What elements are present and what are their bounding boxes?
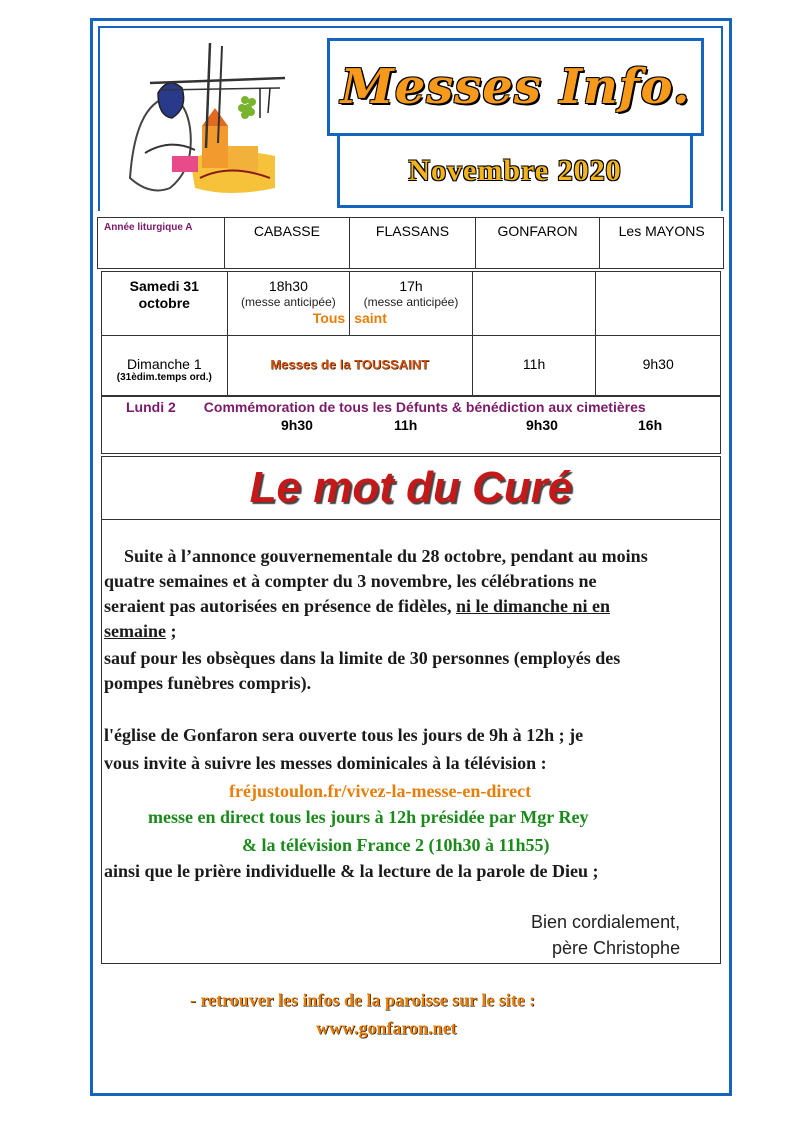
mass-time: 18h30: [268, 278, 308, 294]
message-line: quatre semaines et à compter du 3 novembre, les célébrations ne: [104, 571, 597, 591]
feast-label: saint: [354, 310, 387, 326]
month-box: [337, 136, 693, 208]
underlined-text: ni le dimanche ni en: [455, 596, 610, 616]
liturgical-year: Année liturgique A: [98, 218, 225, 268]
table-row: [102, 272, 720, 336]
day-cell: [102, 336, 228, 395]
mass-time: 11h: [473, 336, 597, 395]
day-label: Lundi 2: [126, 399, 176, 415]
month-title: Novembre 2020: [408, 153, 622, 187]
footer-text: - retrouver les infos de la paroisse sur le site :: [190, 990, 536, 1010]
event-label: Commémoration de tous les Défunts & bénédiction aux cimetières: [203, 399, 646, 415]
time-cell: [350, 272, 473, 335]
feast-label: Tous: [312, 310, 346, 326]
message-line: seraient pas autorisées en présence de fidèles, ni le dimanche ni en: [104, 596, 610, 616]
message-line: l'église de Gonfaron sera ouverte tous les jours de 9h à 12h ; je: [104, 725, 584, 745]
mass-time: 9h30: [642, 356, 674, 372]
cure-heading-box: [101, 456, 721, 520]
parish-gonfaron: GONFARON: [476, 218, 601, 268]
website-link[interactable]: fréjustoulon.fr/vivez-la-messe-en-direct: [229, 781, 532, 801]
day-label: Dimanche 1: [126, 356, 202, 372]
mass-time: 16h: [638, 417, 663, 433]
signature-greeting: Bien cordialement,: [531, 912, 681, 932]
day-cell: [102, 272, 228, 335]
cure-heading: Le mot du Curé: [249, 463, 573, 512]
empty-cell: [596, 272, 720, 335]
underlined-text: semaine: [104, 621, 166, 641]
page-title: Messes Info.: [340, 59, 691, 115]
table-row: [102, 336, 720, 395]
parish-flassans: FLASSANS: [350, 218, 476, 268]
mass-time: 9h30: [281, 417, 313, 433]
footer-website-link[interactable]: www.gonfaron.net: [316, 1018, 457, 1038]
signature-name: père Christophe: [552, 938, 681, 958]
message-line: vous invite à suivre les messes dominicales à la télévision :: [104, 753, 547, 773]
mass-time: 11h: [394, 417, 418, 433]
message-line: semaine ;: [104, 621, 177, 641]
day-label: Samedi 31: [129, 278, 199, 294]
time-cell: [228, 272, 351, 335]
message-line: ainsi que le prière individuelle & la lecture de la parole de Dieu ;: [104, 861, 599, 881]
parish-cabasse: CABASSE: [225, 218, 351, 268]
message-line: pompes funèbres compris).: [104, 673, 312, 693]
message-line: Suite à l’annonce gouvernementale du 28 octobre, pendant au moins: [124, 546, 648, 566]
message-line: messe en direct tous les jours à 12h présidée par Mgr Rey: [148, 807, 589, 827]
toussaint-label: Messes de la TOUSSAINT: [270, 357, 430, 372]
lundi-row: [101, 396, 721, 454]
mass-time: 17h: [399, 278, 423, 294]
toussaint-cell: [228, 336, 473, 395]
cure-message-box: [101, 520, 721, 964]
schedule-header-row: [97, 217, 724, 269]
message-line: & la télévision France 2 (10h30 à 11h55): [242, 835, 550, 855]
parish-logo: [110, 38, 290, 203]
mass-time: 9h30: [526, 417, 558, 433]
schedule-table: [101, 271, 721, 396]
parish-mayons: Les MAYONS: [618, 223, 705, 239]
day-note: (31èdim.temps ord.): [116, 372, 212, 383]
empty-cell: [473, 272, 597, 335]
message-line: sauf pour les obsèques dans la limite de 30 personnes (employés des: [104, 648, 621, 668]
mass-note: (messe anticipée): [363, 295, 459, 309]
day-label: octobre: [138, 295, 190, 311]
mass-note: (messe anticipée): [241, 295, 336, 309]
title-box: [327, 38, 704, 136]
lundi-line: [126, 399, 646, 415]
